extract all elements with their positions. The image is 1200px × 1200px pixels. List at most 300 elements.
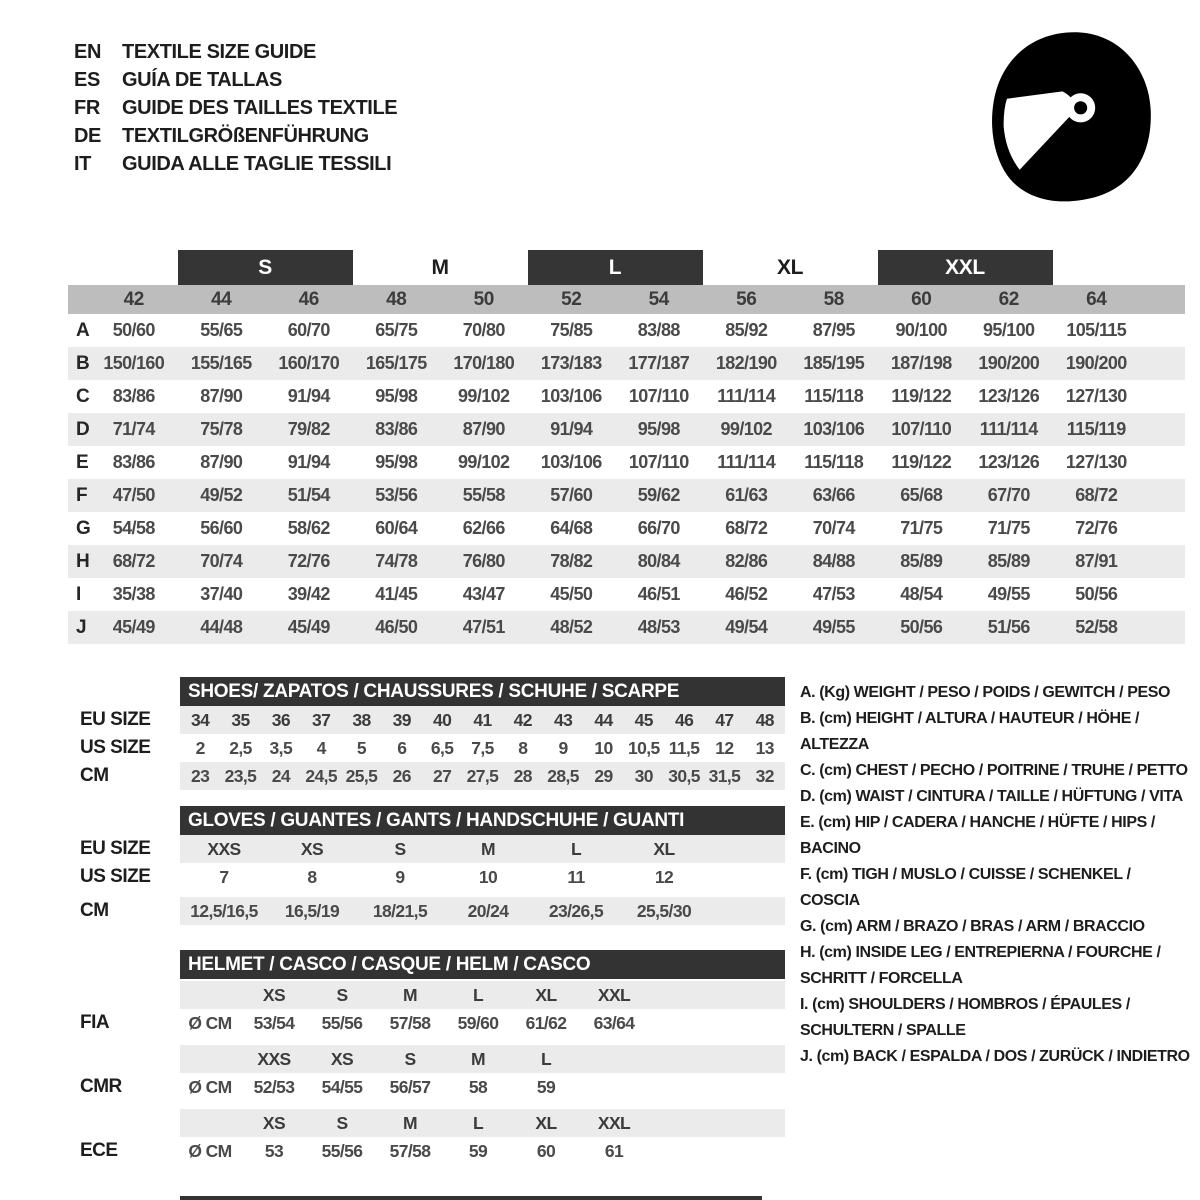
value-cell: 10 [594, 737, 613, 758]
size-value-cell: 85/92 [725, 320, 768, 340]
language-title-list [74, 38, 397, 178]
legend-item: J. (cm) BACK / ESPALDA / DOS / ZURÜCK / INDIETRO [800, 1048, 1190, 1065]
value-cell: 58 [468, 1076, 488, 1097]
guide-title: GUIDA ALLE TAGLIE TESSILI [122, 152, 392, 175]
measurement-row [68, 611, 1185, 644]
value-cell: 6 [397, 737, 407, 758]
size-col-header: 60 [911, 288, 932, 310]
size-value-cell: 48/53 [637, 617, 680, 637]
ece-sizes-row [180, 1109, 785, 1137]
row-letter: F [76, 484, 88, 506]
language-row [74, 94, 397, 122]
value-cell: 61 [604, 1140, 624, 1161]
fia-label: FIA [80, 1012, 110, 1033]
value-cell: 12 [715, 737, 734, 758]
helmet-icon [972, 25, 1162, 207]
size-value-cell: 58/62 [287, 518, 330, 538]
value-cell: 10,5 [627, 737, 660, 758]
size-value-cell: 90/100 [895, 320, 947, 340]
size-col-header: 62 [998, 288, 1019, 310]
row-letter: D [76, 418, 90, 440]
value-cell: S [404, 1048, 416, 1069]
legend-item: C. (cm) CHEST / PECHO / POITRINE / TRUHE / PETTO [800, 762, 1188, 779]
row-letter: B [76, 352, 90, 374]
size-value-cell: 95/100 [983, 320, 1035, 340]
language-row [74, 38, 397, 66]
size-value-cell: 103/106 [803, 419, 865, 439]
size-value-cell: 119/122 [891, 452, 952, 472]
value-cell: 28,5 [547, 765, 579, 786]
value-cell: S [336, 984, 348, 1005]
helmet-header: HELMET / CASCO / CASQUE / HELM / CASCO [180, 950, 785, 979]
size-value-cell: 37/40 [200, 584, 243, 604]
diameter-cm-label: Ø CM [188, 1076, 232, 1097]
size-col-header: 46 [298, 288, 319, 310]
size-value-cell: 50/56 [1075, 584, 1118, 604]
value-cell: 23,5 [224, 765, 257, 786]
shoes-cm-values [180, 762, 785, 790]
value-cell: XS [300, 838, 324, 859]
value-cell: 23/26,5 [548, 900, 604, 921]
size-value-cell: 60/64 [375, 518, 418, 538]
value-cell: 32 [755, 765, 774, 786]
value-cell: 55/56 [321, 1012, 363, 1033]
value-cell: 2,5 [229, 737, 252, 758]
value-cell: 12,5/16,5 [190, 900, 258, 921]
size-value-cell: 48/52 [550, 617, 593, 637]
value-cell: 29 [594, 765, 613, 786]
value-cell: 44 [594, 709, 613, 730]
value-cell: 37 [312, 709, 331, 730]
language-row [74, 122, 397, 150]
value-cell: S [394, 838, 406, 859]
size-value-cell: 47/53 [812, 584, 855, 604]
size-group-row [68, 250, 1185, 285]
value-cell: 57/58 [389, 1140, 431, 1161]
size-value-cell: 85/89 [900, 551, 943, 571]
value-cell: 8 [307, 866, 317, 887]
size-value-cell: 59/62 [637, 485, 680, 505]
gloves-cm-label: CM [80, 900, 109, 921]
value-cell: 59/60 [457, 1012, 499, 1033]
size-value-cell: 85/89 [987, 551, 1030, 571]
language-code: FR [74, 96, 100, 119]
size-col-header: 42 [123, 288, 144, 310]
value-cell: 41 [473, 709, 492, 730]
value-cell: 7 [219, 866, 229, 887]
size-value-cell: 50/56 [900, 617, 943, 637]
shoes-us-size-label: US SIZE [80, 737, 151, 758]
value-cell: 53/54 [253, 1012, 295, 1033]
cmr-values-row [180, 1073, 785, 1101]
value-cell: 23 [191, 765, 210, 786]
size-value-cell: 50/60 [112, 320, 155, 340]
value-cell: 25,5 [345, 765, 378, 786]
size-value-cell: 75/85 [550, 320, 593, 340]
value-cell: 59 [468, 1140, 488, 1161]
size-value-cell: 55/58 [462, 485, 505, 505]
size-col-header: 44 [211, 288, 232, 310]
size-value-cell: 70/74 [200, 551, 243, 571]
value-cell: 2 [195, 737, 205, 758]
value-cell: 25,5/30 [636, 900, 692, 921]
guide-title: TEXTILE SIZE GUIDE [122, 40, 316, 63]
value-cell: 9 [395, 866, 405, 887]
size-value-cell: 46/51 [637, 584, 680, 604]
size-value-cell: 103/106 [540, 386, 602, 406]
value-cell: 55/56 [321, 1140, 363, 1161]
size-value-cell: 64/68 [550, 518, 593, 538]
size-value-cell: 35/38 [112, 584, 155, 604]
measurement-row [68, 347, 1185, 380]
value-cell: 38 [352, 709, 371, 730]
legend-item: B. (cm) HEIGHT / ALTURA / HAUTEUR / HÖHE / ALTEZZA [800, 710, 1140, 753]
size-value-cell: 83/88 [637, 320, 680, 340]
size-value-cell: 165/175 [365, 353, 427, 373]
guide-title: TEXTILGRÖßENFÜHRUNG [122, 124, 369, 147]
size-value-cell: 71/75 [900, 518, 943, 538]
size-value-cell: 84/88 [812, 551, 855, 571]
ece-label: ECE [80, 1140, 118, 1161]
size-value-cell: 182/190 [715, 353, 777, 373]
size-value-cell: 105/115 [1066, 320, 1127, 340]
size-value-cell: 111/114 [979, 419, 1038, 439]
size-value-cell: 160/170 [278, 353, 340, 373]
value-cell: L [540, 1048, 552, 1069]
value-cell: 30 [634, 765, 653, 786]
value-cell: 42 [513, 709, 532, 730]
value-cell: 12 [654, 866, 674, 887]
measurement-row [68, 413, 1185, 446]
value-cell: 27 [433, 765, 452, 786]
language-code: DE [74, 124, 101, 147]
value-cell: 4 [316, 737, 326, 758]
size-value-cell: 74/78 [375, 551, 418, 571]
gloves-size-table [80, 806, 785, 925]
value-cell: M [403, 1112, 417, 1133]
legend-item: A. (Kg) WEIGHT / PESO / POIDS / GEWITCH / PESO [800, 684, 1171, 701]
size-value-cell: 83/86 [375, 419, 418, 439]
language-code: IT [74, 152, 91, 175]
corner-cell [68, 285, 90, 314]
value-cell: 27,5 [466, 765, 499, 786]
size-value-cell: 76/80 [462, 551, 505, 571]
size-value-cell: 173/183 [540, 353, 602, 373]
value-cell: XXS [207, 838, 241, 859]
value-cell: M [481, 838, 495, 859]
size-value-cell: 91/94 [287, 452, 330, 472]
size-value-cell: 68/72 [725, 518, 768, 538]
size-value-cell: 91/94 [287, 386, 330, 406]
size-value-cell: 115/118 [804, 386, 864, 406]
measurement-row [68, 446, 1185, 479]
legend-item: H. (cm) INSIDE LEG / ENTREPIERNA / FOURCHE / SCHRITT / FORCELLA [800, 944, 1161, 987]
size-value-cell: 72/76 [287, 551, 330, 571]
value-cell: XL [535, 984, 557, 1005]
gloves-header: GLOVES / GUANTES / GANTS / HANDSCHUHE / GUANTI [180, 806, 785, 835]
gloves-us-size-label: US SIZE [80, 866, 151, 887]
size-value-cell: 95/98 [375, 452, 418, 472]
textile-size-table [68, 250, 1185, 644]
cropped-section-bar [180, 1196, 762, 1200]
size-value-cell: 52/58 [1075, 617, 1118, 637]
shoes-us-values [180, 734, 785, 762]
diameter-cm-label: Ø CM [188, 1012, 232, 1033]
gloves-cm-values [180, 897, 785, 925]
value-cell: 30,5 [668, 765, 700, 786]
value-cell: 18/21,5 [372, 900, 428, 921]
size-value-cell: 49/52 [200, 485, 243, 505]
size-value-cell: 62/66 [462, 518, 505, 538]
value-cell: 9 [558, 737, 568, 758]
legend-item: D. (cm) WAIST / CINTURA / TAILLE / HÜFTUNG / VITA [800, 788, 1183, 805]
value-cell: 26 [392, 765, 411, 786]
value-cell: 7,5 [471, 737, 494, 758]
value-cell: XS [262, 1112, 286, 1133]
size-value-cell: 190/200 [978, 353, 1040, 373]
value-cell: 31,5 [708, 765, 741, 786]
size-value-cell: 47/50 [112, 485, 155, 505]
size-value-cell: 123/126 [978, 386, 1040, 406]
size-value-cell: 107/110 [628, 386, 689, 406]
language-row [74, 150, 397, 178]
value-cell: 52/53 [253, 1076, 295, 1097]
size-col-header: 48 [386, 288, 407, 310]
size-value-cell: 87/90 [200, 452, 243, 472]
value-cell: L [472, 984, 484, 1005]
measurement-row [68, 314, 1185, 347]
size-value-cell: 72/76 [1075, 518, 1118, 538]
language-row [74, 66, 397, 94]
size-col-header: 56 [736, 288, 757, 310]
value-cell: 5 [356, 737, 367, 758]
size-value-cell: 70/80 [462, 320, 505, 340]
size-value-cell: 190/200 [1065, 353, 1127, 373]
size-value-cell: 53/56 [375, 485, 418, 505]
size-value-cell: 49/55 [987, 584, 1030, 604]
value-cell: XL [653, 838, 675, 859]
value-cell: L [472, 1112, 484, 1133]
value-cell: 3,5 [269, 737, 293, 758]
size-value-cell: 107/110 [891, 419, 952, 439]
value-cell: XXS [257, 1048, 291, 1069]
size-value-cell: 75/78 [200, 419, 243, 439]
size-value-cell: 71/75 [987, 518, 1030, 538]
size-value-cell: 150/160 [103, 353, 165, 373]
size-value-cell: 115/118 [804, 452, 864, 472]
size-group-m: M [431, 255, 449, 279]
size-value-cell: 39/42 [287, 584, 330, 604]
legend-item: G. (cm) ARM / BRAZO / BRAS / ARM / BRACCIO [800, 918, 1145, 935]
value-cell: 20/24 [467, 900, 509, 921]
size-col-header: 58 [823, 288, 844, 310]
shoes-header: SHOES/ ZAPATOS / CHAUSSURES / SCHUHE / SCARPE [180, 677, 785, 706]
size-group-s: S [178, 250, 353, 285]
value-cell: S [336, 1112, 348, 1133]
size-value-cell: 111/114 [717, 452, 776, 472]
size-value-cell: 55/65 [200, 320, 243, 340]
size-group-xxl: XXL [878, 250, 1053, 285]
shoes-eu-values [180, 706, 785, 734]
measurement-rows [68, 314, 1185, 644]
row-letter: G [76, 517, 91, 539]
size-value-cell: 45/49 [287, 617, 330, 637]
fia-values-row [180, 1009, 785, 1037]
size-col-header: 50 [473, 288, 494, 310]
size-value-cell: 155/165 [190, 353, 252, 373]
size-value-cell: 99/102 [720, 419, 772, 439]
size-value-cell: 48/54 [900, 584, 943, 604]
value-cell: 6,5 [430, 737, 454, 758]
shoes-eu-size-label: EU SIZE [80, 709, 151, 730]
language-code: ES [74, 68, 100, 91]
size-value-cell: 127/130 [1065, 452, 1127, 472]
value-cell: 53 [264, 1140, 284, 1161]
size-value-cell: 45/49 [112, 617, 155, 637]
measurement-row [68, 380, 1185, 413]
size-value-cell: 127/130 [1065, 386, 1127, 406]
size-value-cell: 68/72 [1075, 485, 1118, 505]
size-value-cell: 78/82 [550, 551, 593, 571]
size-value-cell: 47/51 [462, 617, 505, 637]
measurement-row [68, 479, 1185, 512]
size-value-cell: 80/84 [637, 551, 680, 571]
value-cell: 8 [518, 737, 528, 758]
size-value-cell: 170/180 [453, 353, 515, 373]
value-cell: 11 [567, 866, 585, 887]
size-value-cell: 111/114 [717, 386, 776, 406]
value-cell: 54/55 [321, 1076, 363, 1097]
gloves-eu-size-label: EU SIZE [80, 838, 151, 859]
value-cell: M [471, 1048, 485, 1069]
value-cell: 16,5/19 [284, 900, 340, 921]
shoes-cm-label: CM [80, 765, 109, 786]
size-value-cell: 91/94 [550, 419, 593, 439]
value-cell: 13 [755, 737, 774, 758]
size-col-header: 54 [648, 288, 669, 310]
numeric-size-row [68, 285, 1185, 314]
value-cell: 46 [674, 709, 694, 730]
size-value-cell: 87/90 [200, 386, 243, 406]
size-value-cell: 44/48 [200, 617, 243, 637]
cmr-label: CMR [80, 1076, 122, 1097]
size-col-header: 64 [1086, 288, 1107, 310]
row-letter: E [76, 451, 89, 473]
measurement-legend [800, 680, 1192, 1070]
helmet-size-table [80, 950, 785, 1165]
value-cell: 40 [433, 709, 452, 730]
size-value-cell: 54/58 [112, 518, 155, 538]
language-code: EN [74, 40, 101, 63]
size-value-cell: 51/56 [987, 617, 1030, 637]
guide-title: GUIDE DES TAILLES TEXTILE [122, 96, 398, 119]
value-cell: 24 [271, 765, 290, 786]
size-value-cell: 45/50 [550, 584, 593, 604]
value-cell: 60 [536, 1140, 556, 1161]
row-letter: H [76, 550, 90, 572]
value-cell: L [570, 838, 582, 859]
cmr-sizes-row [180, 1045, 785, 1073]
size-value-cell: 49/55 [812, 617, 855, 637]
value-cell: 24,5 [305, 765, 337, 786]
diameter-cm-label: Ø CM [188, 1140, 232, 1161]
value-cell: 34 [191, 709, 210, 730]
ece-values-row [180, 1137, 785, 1165]
size-value-cell: 63/66 [812, 485, 855, 505]
value-cell: 57/58 [389, 1012, 431, 1033]
legend-item: F. (cm) TIGH / MUSLO / CUISSE / SCHENKEL / COSCIA [800, 866, 1131, 909]
size-value-cell: 60/70 [287, 320, 330, 340]
size-value-cell: 87/90 [462, 419, 505, 439]
value-cell: 45 [634, 709, 653, 730]
size-value-cell: 99/102 [458, 386, 510, 406]
value-cell: 28 [513, 765, 532, 786]
gloves-us-values [180, 863, 785, 891]
size-value-cell: 70/74 [812, 518, 855, 538]
size-value-cell: 103/106 [540, 452, 602, 472]
measurement-row [68, 578, 1185, 611]
value-cell: XXL [597, 1112, 631, 1133]
size-group-l: L [528, 250, 703, 285]
size-col-header: 52 [561, 288, 582, 310]
row-letter: A [76, 319, 90, 341]
value-cell: 43 [553, 709, 573, 730]
size-value-cell: 185/195 [803, 353, 865, 373]
shoes-size-table [80, 677, 785, 790]
value-cell: XS [330, 1048, 354, 1069]
size-value-cell: 71/74 [112, 419, 155, 439]
size-value-cell: 65/75 [375, 320, 418, 340]
size-value-cell: 67/70 [987, 485, 1030, 505]
size-value-cell: 82/86 [725, 551, 768, 571]
size-value-cell: 51/54 [287, 485, 330, 505]
size-value-cell: 46/50 [375, 617, 418, 637]
legend-item: I. (cm) SHOULDERS / HOMBROS / ÉPAULES / SCHULTERN / SPALLE [800, 996, 1130, 1039]
value-cell: 56/57 [389, 1076, 431, 1097]
value-cell: 11,5 [668, 737, 700, 758]
value-cell: 47 [715, 709, 734, 730]
size-value-cell: 43/47 [462, 584, 505, 604]
size-value-cell: 83/86 [112, 386, 155, 406]
legend-item: E. (cm) HIP / CADERA / HANCHE / HÜFTE / HIPS / BACINO [800, 814, 1155, 857]
measurement-row [68, 545, 1185, 578]
size-value-cell: 61/63 [725, 485, 768, 505]
row-letter: C [76, 385, 90, 407]
size-value-cell: 107/110 [628, 452, 689, 472]
value-cell: XL [535, 1112, 557, 1133]
value-cell: 63/64 [593, 1012, 635, 1033]
size-value-cell: 95/98 [375, 386, 418, 406]
size-value-cell: 123/126 [978, 452, 1040, 472]
value-cell: 36 [271, 709, 290, 730]
value-cell: XXL [597, 984, 631, 1005]
size-value-cell: 177/187 [628, 353, 690, 373]
guide-title: GUÍA DE TALLAS [122, 68, 282, 91]
value-cell: 35 [231, 709, 250, 730]
value-cell: 10 [478, 866, 498, 887]
size-value-cell: 115/119 [1066, 419, 1126, 439]
fia-sizes-row [180, 981, 785, 1009]
size-value-cell: 66/70 [637, 518, 680, 538]
value-cell: 39 [392, 709, 411, 730]
measurement-row [68, 512, 1185, 545]
size-value-cell: 41/45 [375, 584, 418, 604]
row-letter: I [76, 583, 81, 605]
size-value-cell: 95/98 [637, 419, 680, 439]
size-value-cell: 187/198 [890, 353, 952, 373]
size-value-cell: 79/82 [287, 419, 330, 439]
size-value-cell: 87/91 [1075, 551, 1118, 571]
